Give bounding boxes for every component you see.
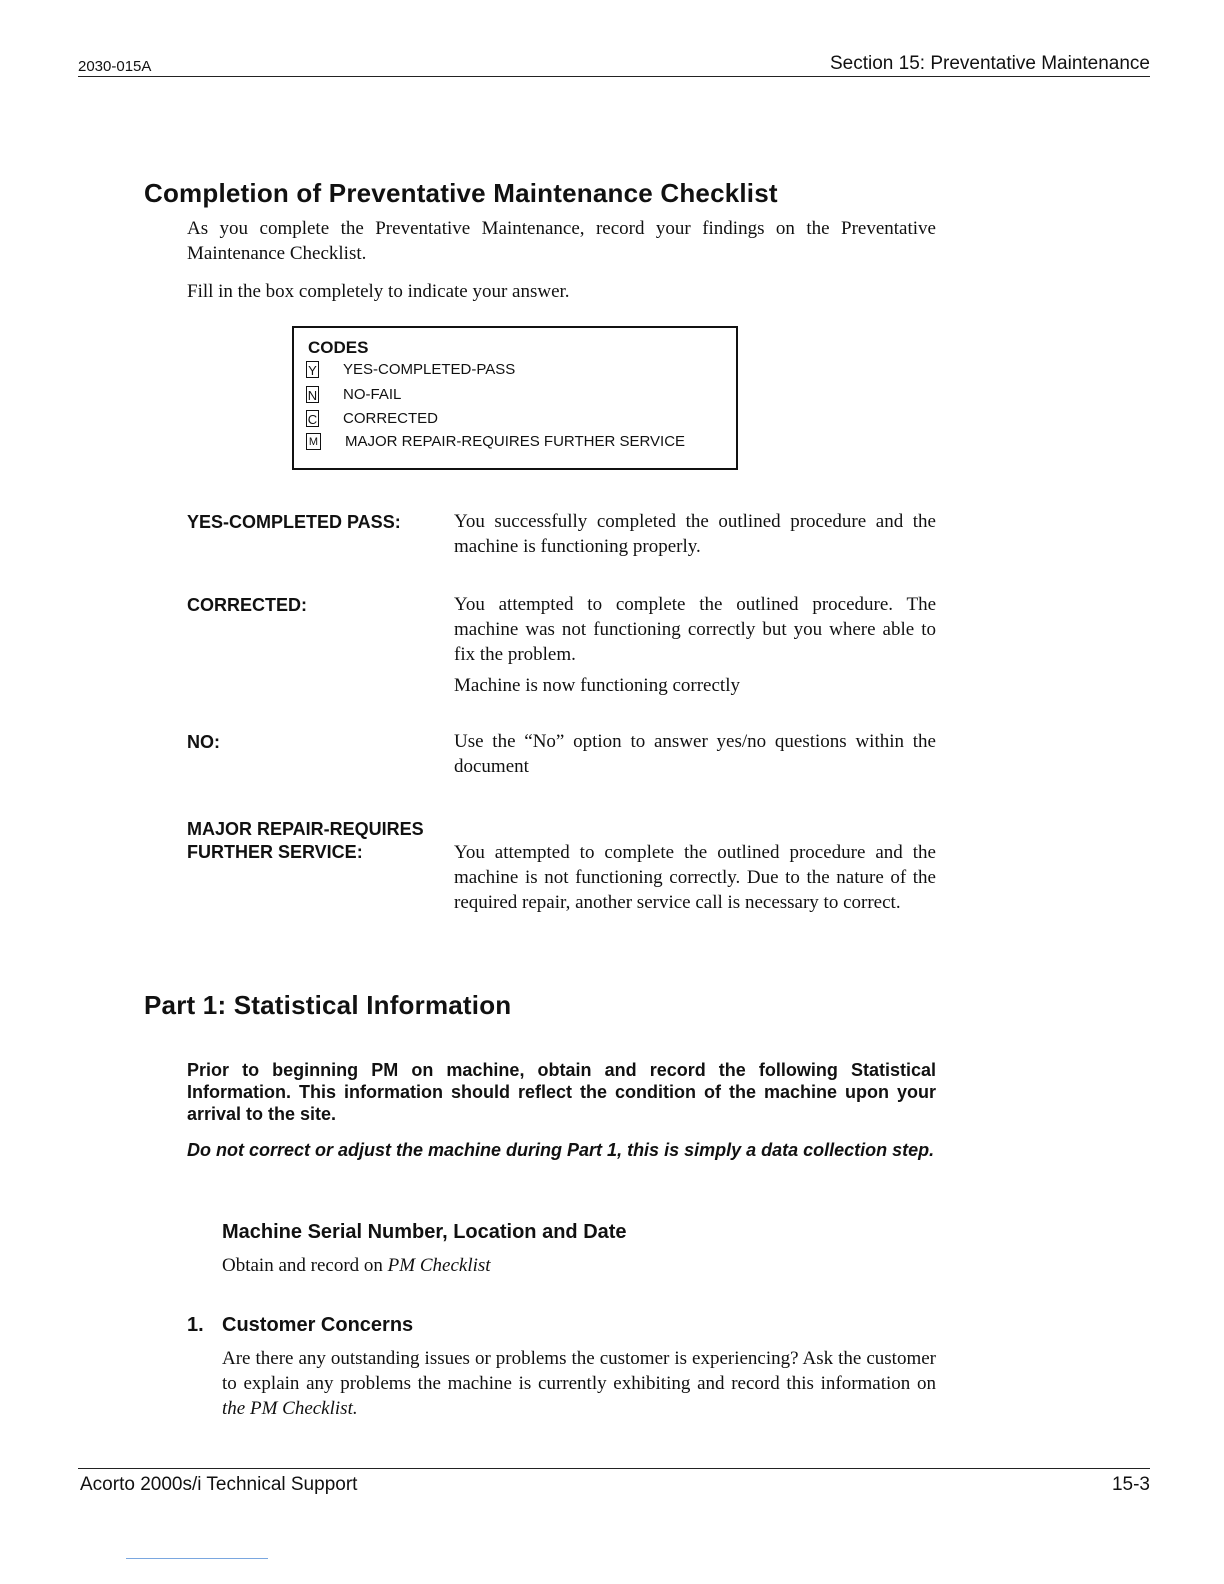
concerns-text-prefix: Are there any outstanding issues or problems the customer is experiencing? Ask the customer to explain any problems the machine is currently exhibiting and record this information on (222, 1348, 936, 1394)
completion-intro: As you complete the Preventative Maintenance, record your findings on the Preventative Maintenance Checklist. (187, 218, 936, 264)
code-letter-box: M (306, 433, 321, 450)
serial-heading: Machine Serial Number, Location and Date (222, 1221, 627, 1243)
codes-box (292, 326, 738, 470)
code-label: NO-FAIL (343, 385, 402, 403)
codes-title: CODES (308, 338, 369, 357)
code-letter-box: C (307, 411, 318, 427)
concerns-number: 1. (187, 1314, 204, 1336)
part1-heading: Part 1: Statistical Information (144, 990, 512, 1020)
code-label: CORRECTED (343, 409, 439, 427)
doc-number: 2030-015A (78, 58, 152, 75)
code-row-yes (306, 358, 515, 380)
serial-text-prefix: Obtain and record on (222, 1255, 388, 1276)
term-no: NO: (187, 732, 220, 752)
serial-text (222, 1253, 491, 1278)
term-major-line1: MAJOR REPAIR-REQUIRES (187, 819, 424, 839)
completion-heading: Completion of Preventative Maintenance Checklist (144, 178, 778, 208)
code-row-corrected (306, 407, 438, 429)
term-corrected: CORRECTED: (187, 595, 307, 615)
code-letter-box: N (307, 387, 318, 403)
def-corrected: You attempted to complete the outlined procedure. The machine was not functioning correctly but you where able to fix the problem. (454, 594, 936, 665)
pm-checklist-ref: PM Checklist (387, 1255, 491, 1276)
code-label: YES-COMPLETED-PASS (343, 360, 516, 378)
page-number: 15-3 (1111, 1474, 1150, 1495)
term-major-line2: FURTHER SERVICE: (187, 842, 363, 862)
def-no: Use the “No” option to answer yes/no questions within the document (454, 731, 936, 777)
code-label: MAJOR REPAIR-REQUIRES FURTHER SERVICE (345, 432, 686, 450)
footer-title: Acorto 2000s/i Technical Support (80, 1474, 358, 1495)
part1-italic-para: Do not correct or adjust the machine during Part 1, this is simply a data collection step. (187, 1140, 935, 1160)
pm-checklist-ref: the PM Checklist. (222, 1398, 358, 1419)
code-row-major (306, 430, 685, 452)
def-yes: You successfully completed the outlined procedure and the machine is functioning properly. (454, 511, 936, 557)
term-yes: YES-COMPLETED PASS: (187, 512, 401, 532)
concerns-heading: Customer Concerns (222, 1314, 414, 1336)
part1-bold-para: Prior to beginning PM on machine, obtain and record the following Statistical Information. This information should reflect the condition of the machine upon your arrival to the site. (187, 1060, 936, 1124)
header-rule (78, 76, 1150, 77)
completion-instruction: Fill in the box completely to indicate your answer. (187, 281, 570, 302)
def-major: You attempted to complete the outlined procedure and the machine is not functioning correctly. Due to the nature of the required repair, another service call is necessary to correct. (454, 842, 936, 913)
code-letter-box: Y (306, 361, 319, 378)
footer-rule (78, 1468, 1150, 1469)
scan-artifact-line (126, 1558, 268, 1559)
concerns-text (222, 1346, 936, 1421)
def-corrected-2: Machine is now functioning correctly (454, 675, 740, 696)
code-row-no (306, 383, 401, 405)
section-title: Section 15: Preventative Maintenance (829, 53, 1150, 74)
